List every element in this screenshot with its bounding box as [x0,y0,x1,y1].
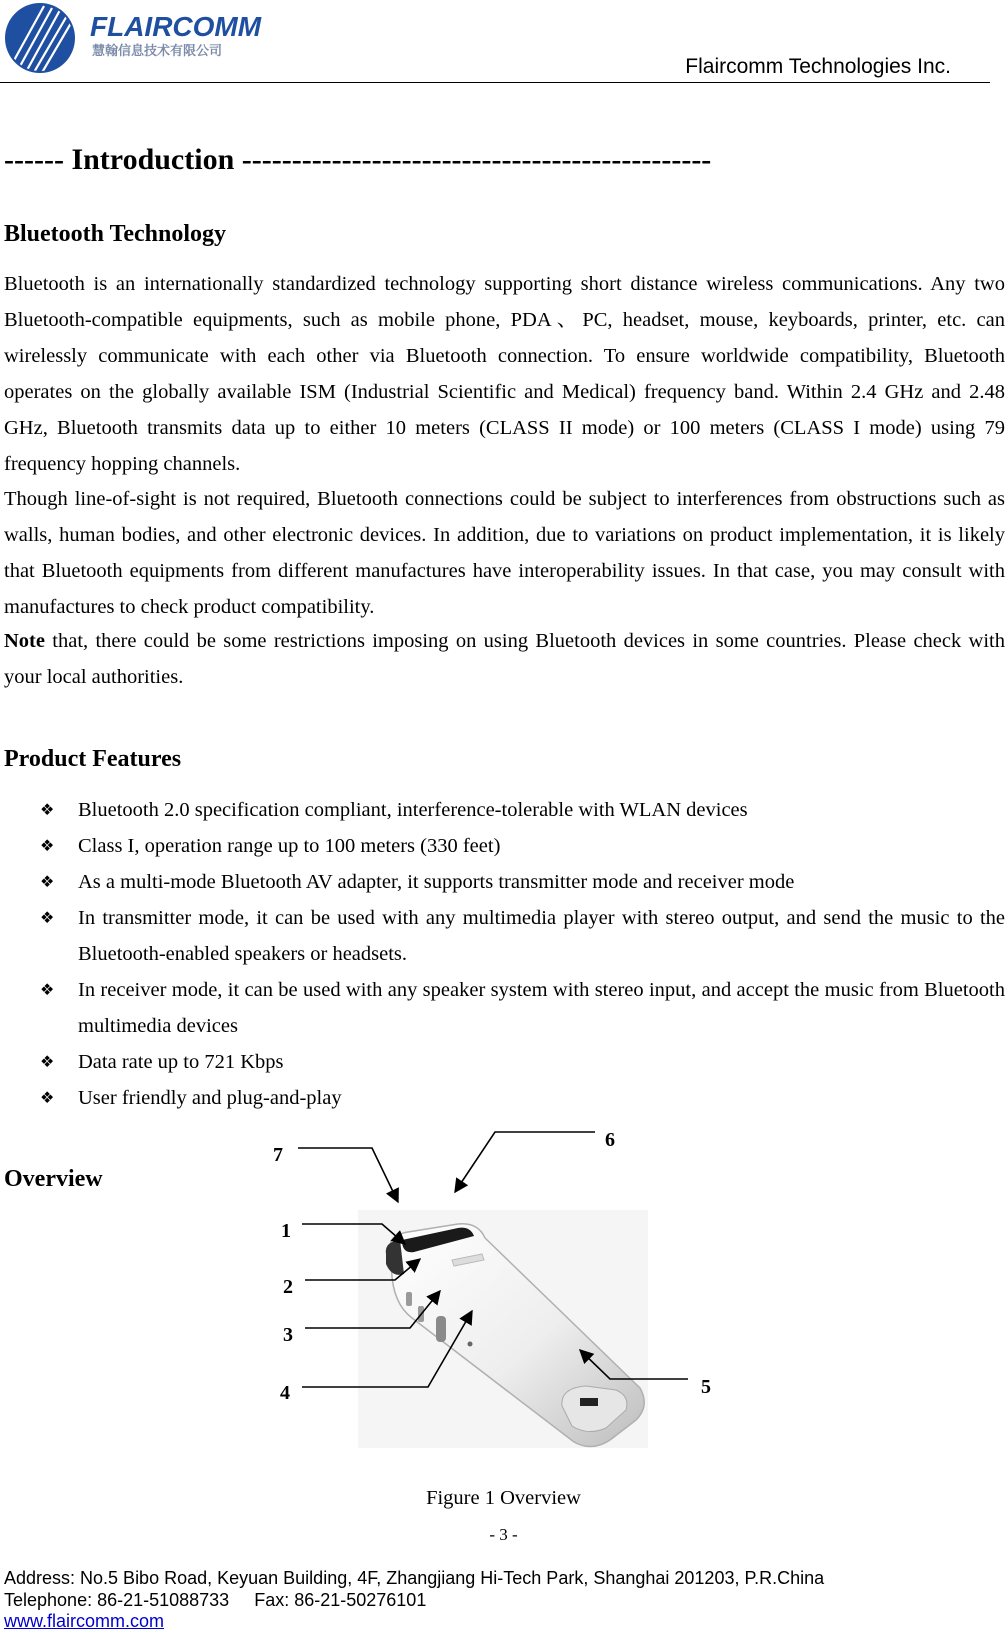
overview-figure [0,1129,1007,1480]
company-name: Flaircomm Technologies Inc. [685,55,951,78]
feature-item [40,972,1005,1044]
footer-address: Address: No.5 Bibo Road, Keyuan Building, 4F, Zhangjiang Hi-Tech Park, Shanghai 201203, P.R.China [4,1568,825,1588]
diamond-bullet-icon: ❖ [40,980,55,999]
note-paragraph [4,623,1005,695]
feature-text: In transmitter mode, it can be used with any multimedia player with stereo output, and send the music to the Bluetooth-enabled speakers or headsets. [78,907,1005,965]
diamond-bullet-icon: ❖ [40,1088,55,1107]
diamond-bullet-icon: ❖ [40,800,55,819]
diamond-bullet-icon: ❖ [40,836,55,855]
footer-telephone-fax: Telephone: 86-21-51088733 Fax: 86-21-50276101 [4,1590,427,1610]
bluetooth-technology-heading: Bluetooth Technology [4,221,227,247]
bluetooth-paragraph-2: Though line-of-sight is not required, Bluetooth connections could be subject to interferences from obstructions such as walls, human bodies, and other electronic devices. In addition, due to variations on product implementation, it is likely that Bluetooth equipments from different manufactures have interoperability issues. In that case, you may consult with manufactures to check product compatibility. [4,488,1005,618]
website-link[interactable]: www.flaircomm.com [4,1611,165,1631]
feature-text: Data rate up to 721 Kbps [78,1051,284,1073]
logo-wordmark: FLAIRCOMM [90,11,262,42]
feature-text: As a multi-mode Bluetooth AV adapter, it supports transmitter mode and receiver mode [78,871,795,893]
introduction-heading: ------ Introduction ----------------------------------------------- [4,143,712,176]
callout-2: 2 [283,1276,293,1298]
diamond-bullet-icon: ❖ [40,1052,55,1071]
callout-3: 3 [283,1324,293,1346]
bluetooth-paragraph-1: Bluetooth is an internationally standardized technology supporting short distance wireless communications. Any two Bluetooth-compatible equipments, such as mobile phone, PDA、PC, headset, mouse, keyboards, printer, etc. can wirelessly communicate with each other via Bluetooth connection. To ensure worldwide compatibility, Bluetooth operates on the globally available ISM (Industrial Scientific and Medical) frequency band. Within 2.4 GHz and 2.48 GHz, Bluetooth transmits data up to either 10 meters (CLASS II mode) or 100 meters (CLASS I mode) using 79 frequency hopping channels. [4,273,1005,475]
figure-caption: Figure 1 Overview [426,1487,581,1509]
feature-list [40,792,1005,1116]
feature-item [40,792,1005,828]
audio-jack [580,1398,598,1406]
callout-line-6 [455,1132,595,1192]
diamond-bullet-icon: ❖ [40,872,55,891]
feature-item [40,1080,1005,1116]
feature-item [40,900,1005,972]
side-button-1 [406,1292,412,1306]
feature-item [40,828,1005,864]
overview-heading: Overview [4,1166,103,1192]
page-number: - 3 - [489,1525,518,1544]
callout-6: 6 [605,1129,615,1151]
feature-text: Bluetooth 2.0 specification compliant, interference-tolerable with WLAN devices [78,799,748,821]
feature-text: User friendly and plug-and-play [78,1087,342,1109]
callout-5: 5 [701,1376,711,1398]
product-features-heading: Product Features [4,746,182,772]
header-divider [0,82,990,83]
mode-switch [436,1316,446,1342]
feature-text: In receiver mode, it can be used with any speaker system with stereo input, and accept the music from Bluetooth multimedia devices [78,979,1005,1037]
feature-item [40,1044,1005,1080]
callout-7: 7 [273,1144,283,1166]
flaircomm-logo [4,2,268,76]
feature-text: Class I, operation range up to 100 meters (330 feet) [78,835,501,857]
logo-chinese-name: 慧翰信息技术有限公司 [92,44,223,59]
callout-4: 4 [280,1382,290,1404]
callout-1: 1 [281,1220,291,1242]
feature-item [40,864,1005,900]
diamond-bullet-icon: ❖ [40,908,55,927]
note-label: Note [4,630,45,652]
callout-line-7 [298,1148,398,1202]
status-led [468,1342,473,1347]
logo-emblem-icon [4,2,268,76]
note-text: that, there could be some restrictions imposing on using Bluetooth devices in some countries. Please check with your local authorities. [4,630,1005,688]
